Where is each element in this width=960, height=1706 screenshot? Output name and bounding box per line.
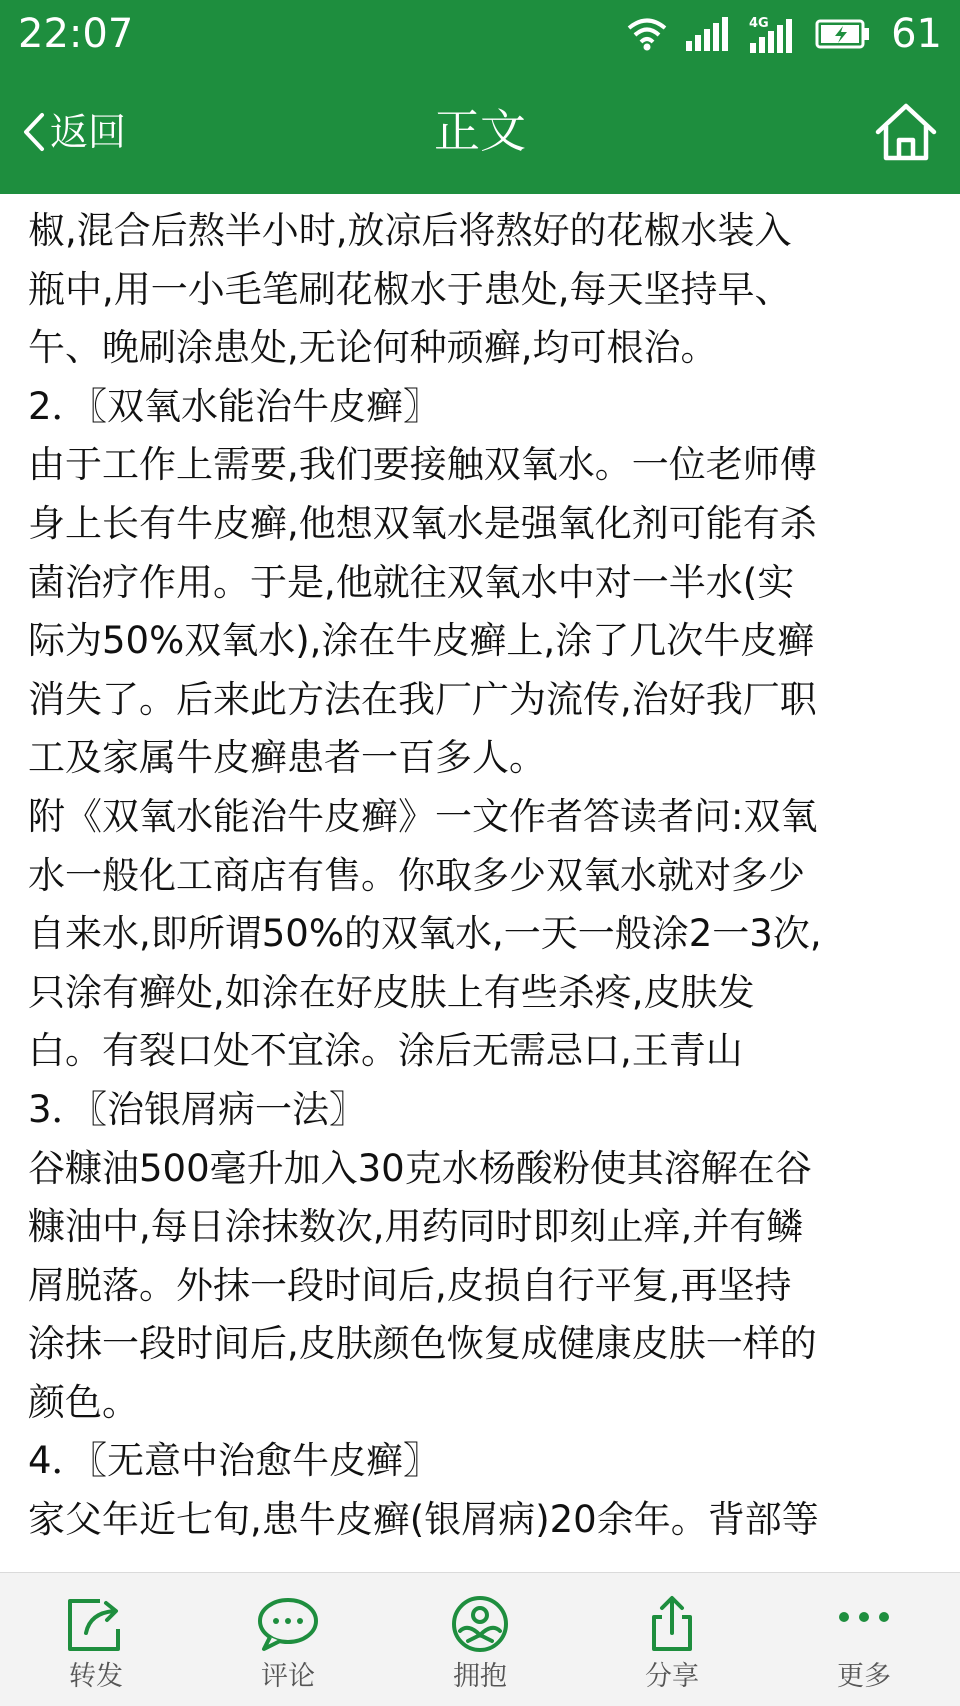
- article-line: 消失了。后来此方法在我厂广为流传,治好我厂职: [28, 677, 817, 721]
- article-line: 谷糠油500毫升加入30克水杨酸粉使其溶解在谷: [28, 1146, 812, 1190]
- more-icon: [832, 1595, 896, 1653]
- hug-label: 拥抱: [453, 1661, 507, 1692]
- share-icon: [640, 1595, 704, 1653]
- article-line: 由于工作上需要,我们要接触双氧水。一位老师傅: [28, 443, 817, 487]
- more-button[interactable]: [768, 1573, 960, 1706]
- svg-text:4G: 4G: [749, 16, 769, 31]
- signal-4g-icon: [749, 15, 797, 53]
- article-line: 3．〖治银屑病一法〗: [28, 1087, 367, 1131]
- article-line: 4．〖无意中治愈牛皮癣〗: [28, 1439, 441, 1483]
- article-line: 颜色。: [28, 1380, 139, 1424]
- article-line: 瓶中,用一小毛笔刷花椒水于患处,每天坚持早、: [28, 267, 792, 311]
- share-button[interactable]: [576, 1573, 768, 1706]
- home-icon: [874, 102, 938, 162]
- page-title: 正文: [434, 104, 526, 158]
- home-button[interactable]: [874, 102, 938, 162]
- article-line: 工及家属牛皮癣患者一百多人。: [28, 736, 546, 780]
- share-label: 分享: [645, 1661, 699, 1692]
- hug-button[interactable]: [384, 1573, 576, 1706]
- status-time: 22:07: [18, 11, 134, 57]
- article-line: 白。有裂口处不宜涂。涂后无需忌口,王青山: [28, 1029, 743, 1073]
- comment-icon: [256, 1595, 320, 1653]
- article-line: 糠油中,每日涂抹数次,用药同时即刻止痒,并有鳞: [28, 1205, 804, 1249]
- article-line: 附《双氧水能治牛皮癣》一文作者答读者问:双氧: [28, 794, 818, 838]
- hug-icon: [448, 1595, 512, 1653]
- status-bar: [0, 0, 960, 70]
- article-line: 际为50%双氧水),涂在牛皮癣上,涂了几次牛皮癣: [28, 619, 815, 663]
- status-icons: [627, 10, 942, 58]
- article-line: 只涂有癣处,如涂在好皮肤上有些杀疼,皮肤发: [28, 970, 755, 1014]
- article-line: 椒,混合后熬半小时,放凉后将熬好的花椒水装入: [28, 209, 792, 252]
- article-line: 屑脱落。外抹一段时间后,皮损自行平复,再坚持: [28, 1263, 792, 1307]
- nav-bar: [0, 86, 960, 178]
- app-header: [0, 0, 960, 194]
- back-label: 返回: [50, 110, 127, 154]
- article-line: 自来水,即所谓50%的双氧水,一天一般涂2一3次,: [28, 912, 822, 956]
- wifi-icon: [627, 17, 667, 51]
- battery-charging-icon: [815, 18, 871, 50]
- article-line: 2．〖双氧水能治牛皮癣〗: [28, 384, 441, 428]
- article-line: 涂抹一段时间后,皮肤颜色恢复成健康皮肤一样的: [28, 1322, 817, 1366]
- more-label: 更多: [837, 1661, 891, 1692]
- article-line: 水一般化工商店有售。你取多少双氧水就对多少: [28, 853, 805, 897]
- article-line: 家父年近七旬,患牛皮癣(银屑病)20余年。背部等: [28, 1498, 819, 1542]
- comment-button[interactable]: [192, 1573, 384, 1706]
- forward-button[interactable]: [0, 1573, 192, 1706]
- article-body: [28, 202, 940, 1550]
- article-line: 午、晚刷涂患处,无论何种顽癣,均可根治。: [28, 326, 718, 370]
- battery-percentage: 61: [891, 11, 942, 57]
- article-content[interactable]: [0, 194, 960, 1572]
- bottom-toolbar: [0, 1572, 960, 1706]
- article-line: 身上长有牛皮癣,他想双氧水是强氧化剂可能有杀: [28, 501, 817, 545]
- article-line: 菌治疗作用。于是,他就往双氧水中对一半水(实: [28, 560, 795, 604]
- comment-label: 评论: [261, 1661, 315, 1692]
- signal-icon: [685, 17, 731, 51]
- forward-icon: [64, 1595, 128, 1653]
- forward-label: 转发: [69, 1661, 123, 1692]
